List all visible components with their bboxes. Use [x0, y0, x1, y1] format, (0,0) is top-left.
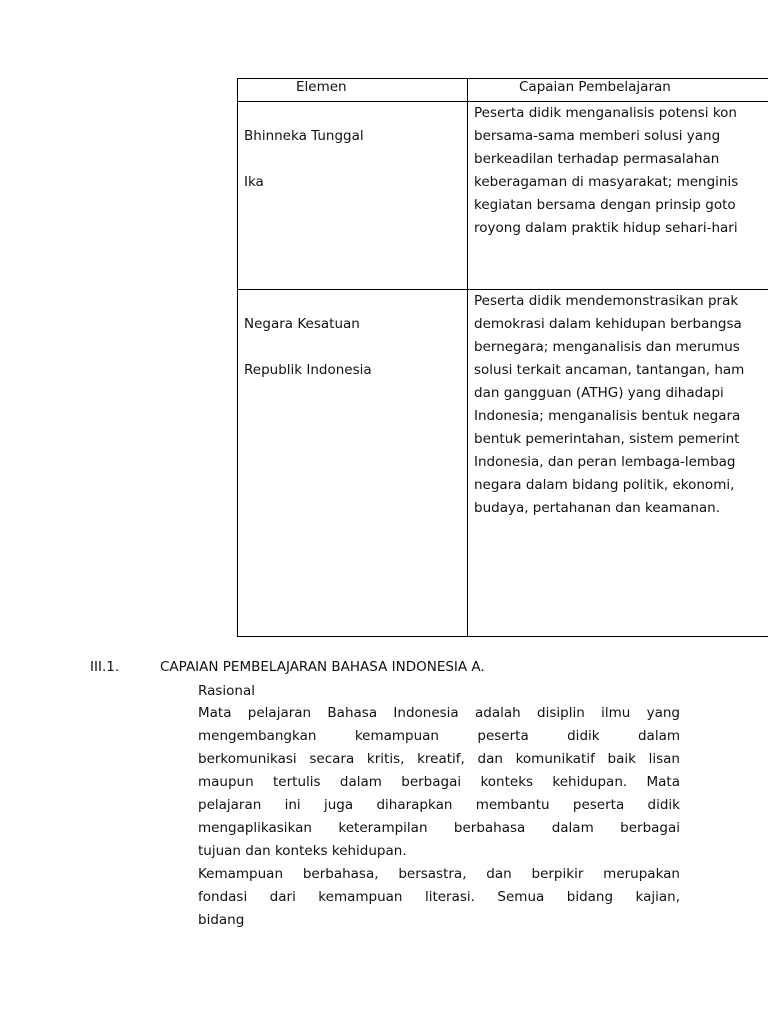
paragraph-line: bidang: [198, 912, 245, 928]
paragraph-line: mengaplikasikan keterampilan berbahasa dalam berbagai: [198, 820, 680, 836]
capaian-line: bersama-sama memberi solusi yang: [474, 128, 721, 144]
learning-outcomes-table: [237, 78, 768, 637]
paragraph-line: Mata pelajaran Bahasa Indonesia adalah disiplin ilmu yang: [198, 705, 680, 721]
paragraph-line: maupun tertulis dalam berbagai konteks kehidupan. Mata: [198, 774, 680, 790]
header-capaian-pembelajaran: Capaian Pembelajaran: [468, 79, 768, 102]
elemen-cell: [238, 290, 468, 637]
paragraph-line: pelajaran ini juga diharapkan membantu peserta didik: [198, 797, 680, 813]
capaian-line: Peserta didik mendemonstrasikan prak: [474, 293, 739, 309]
elemen-line: Negara Kesatuan: [244, 316, 360, 332]
paragraph-line: mengembangkan kemampuan peserta didik dalam: [198, 728, 680, 744]
elemen-line: Ika: [244, 174, 264, 190]
capaian-line: solusi terkait ancaman, tantangan, ham: [474, 362, 745, 378]
capaian-line: berkeadilan terhadap permasalahan: [474, 151, 720, 167]
header-elemen: Elemen: [238, 79, 468, 102]
table-header-row: [238, 79, 768, 102]
capaian-line: Indonesia; menganalisis bentuk negara: [474, 408, 741, 424]
capaian-line: budaya, pertahanan dan keamanan.: [474, 500, 721, 516]
capaian-line: Indonesia, dan peran lembaga-lembag: [474, 454, 736, 470]
table-row: [238, 102, 768, 290]
capaian-line: Peserta didik menganalisis potensi kon: [474, 105, 737, 121]
capaian-line: keberagaman di masyarakat; menginis: [474, 174, 739, 190]
paragraph-1: [198, 702, 680, 863]
elemen-line: Bhinneka Tunggal: [244, 128, 364, 144]
paragraph-line: Kemampuan berbahasa, bersastra, dan berpikir merupakan: [198, 866, 680, 882]
paragraph-2: [198, 863, 680, 932]
elemen-line: Republik Indonesia: [244, 362, 372, 378]
capaian-line: bentuk pemerintahan, sistem pemerint: [474, 431, 740, 447]
capaian-line: kegiatan bersama dengan prinsip goto: [474, 197, 736, 213]
subheading-rasional: Rasional: [198, 683, 255, 699]
table-row: [238, 290, 768, 637]
section-body: [198, 680, 680, 932]
capaian-line: royong dalam praktik hidup sehari-hari: [474, 220, 738, 236]
elemen-cell: [238, 102, 468, 290]
paragraph-line: fondasi dari kemampuan literasi. Semua bidang kajian,: [198, 889, 680, 905]
capaian-line: demokrasi dalam kehidupan berbangsa: [474, 316, 742, 332]
paragraph-line: tujuan dan konteks kehidupan.: [198, 843, 407, 859]
capaian-line: negara dalam bidang politik, ekonomi,: [474, 477, 735, 493]
capaian-line: bernegara; menganalisis dan merumus: [474, 339, 740, 355]
capaian-cell: [468, 102, 768, 290]
capaian-line: dan gangguan (ATHG) yang dihadapi: [474, 385, 724, 401]
paragraph-line: berkomunikasi secara kritis, kreatif, dan komunikatif baik lisan: [198, 751, 680, 767]
capaian-cell: [468, 290, 768, 637]
section-number: III.1.: [90, 659, 120, 675]
section-title: CAPAIAN PEMBELAJARAN BAHASA INDONESIA A.: [160, 659, 485, 675]
